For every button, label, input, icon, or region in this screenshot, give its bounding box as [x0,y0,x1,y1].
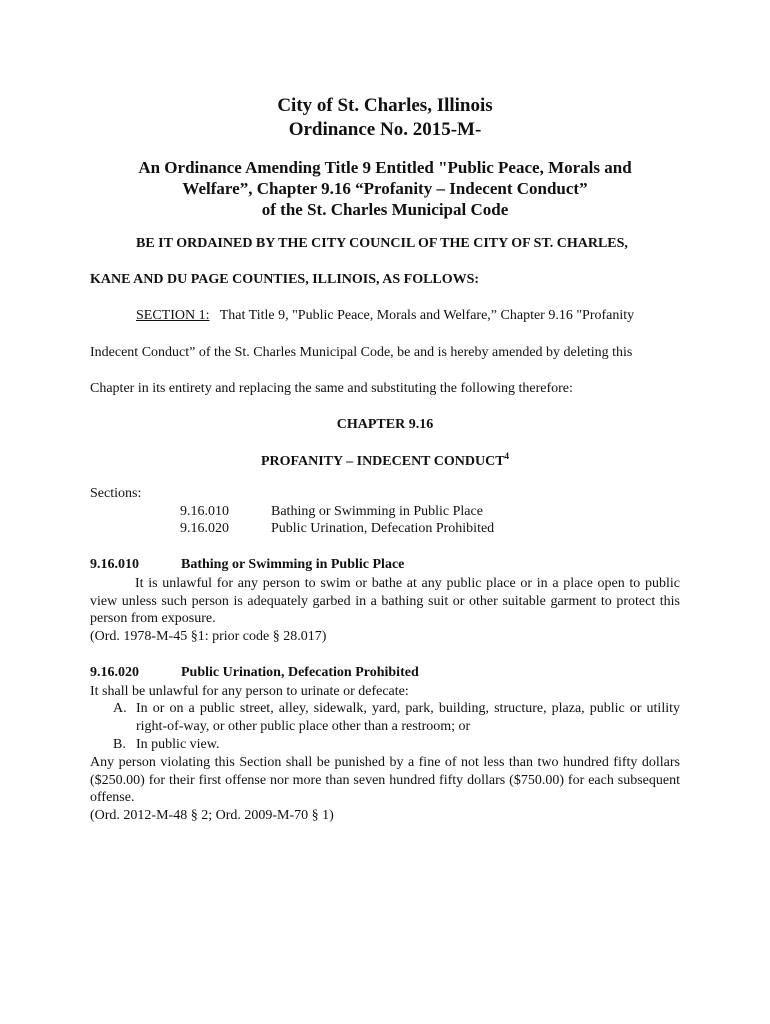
toc-row [180,504,483,520]
enacting-clause-line-2: KANE AND DU PAGE COUNTIES, ILLINOIS, AS FOLLOWS: [90,272,480,287]
subtitle-line-1: An Ordinance Amending Title 9 Entitled "Public Peace, Morals and [138,158,632,177]
section-020-intro: It shall be unlawful for any person to urinate or defecate: [90,684,409,699]
section-number: 9.16.010 [90,557,139,572]
section-1-line-1 [136,308,634,324]
section-010-text: It is unlawful for any person to swim or bathe at any public place or in a place open to public view unless such person is adequately garbed in a bathing suit or other suitable garment to protect this person from exposure. [90,576,680,626]
chapter-heading: CHAPTER 9.16 [336,417,434,432]
chapter-subheading-text: PROFANITY – INDECENT CONDUCT [260,454,505,469]
section-1-text-1: That Title 9, "Public Peace, Morals and Welfare,” Chapter 9.16 "Profanity [209,308,635,323]
section-020-penalty: Any person violating this Section shall be punished by a fine of not less than two hundred fifty dollars ($250.00) for their first offense nor more than seven hundred fifty dollars ($750.00) for each subsequent offense. [90,755,680,805]
chapter-subheading [0,451,770,470]
list-item-text: In public view. [136,737,220,752]
toc-number: 9.16.020 [180,521,229,536]
subtitle-line-3: of the St. Charles Municipal Code [261,200,509,219]
section-number: 9.16.020 [90,665,139,680]
section-title: Bathing or Swimming in Public Place [181,557,405,572]
toc-number: 9.16.010 [180,504,229,519]
footnote-marker: 4 [504,451,510,461]
list-item [113,736,680,754]
enacting-clause-line-1: BE IT ORDAINED BY THE CITY COUNCIL OF THE CITY OF ST. CHARLES, [136,236,628,251]
section-1-line-3: Chapter in its entirety and replacing the same and substituting the following therefore: [90,381,573,396]
document-title [0,94,770,142]
ordinance-subtitle [0,157,770,220]
toc-title: Bathing or Swimming in Public Place [271,504,483,519]
sections-label: Sections: [90,486,142,501]
toc-row [180,521,494,537]
list-item [113,700,680,735]
list-item-text: In or on a public street, alley, sidewalk, yard, park, building, structure, plaza, public or utility right-of-way, or other public place other than a restroom; or [136,701,680,734]
subtitle-line-2: Welfare”, Chapter 9.16 “Profanity – Indecent Conduct” [182,179,588,198]
section-1-line-2: Indecent Conduct” of the St. Charles Municipal Code, be and is hereby amended by deleting this [90,345,633,360]
section-020-citation: (Ord. 2012-M-48 § 2; Ord. 2009-M-70 § 1) [90,808,334,823]
section-title: Public Urination, Defecation Prohibited [181,665,419,680]
toc-title: Public Urination, Defecation Prohibited [271,521,495,536]
section-heading-020 [90,665,419,681]
section-010-citation: (Ord. 1978-M-45 §1: prior code § 28.017) [90,629,327,644]
section-010-body [90,575,680,628]
list-item-letter: B. [113,737,126,752]
title-city: City of St. Charles, Illinois [277,95,493,116]
list-item-letter: A. [113,701,127,716]
title-ordinance-number: Ordinance No. 2015-M- [288,119,482,140]
section-1-label: SECTION 1: [136,308,210,323]
section-heading-010 [90,557,404,573]
